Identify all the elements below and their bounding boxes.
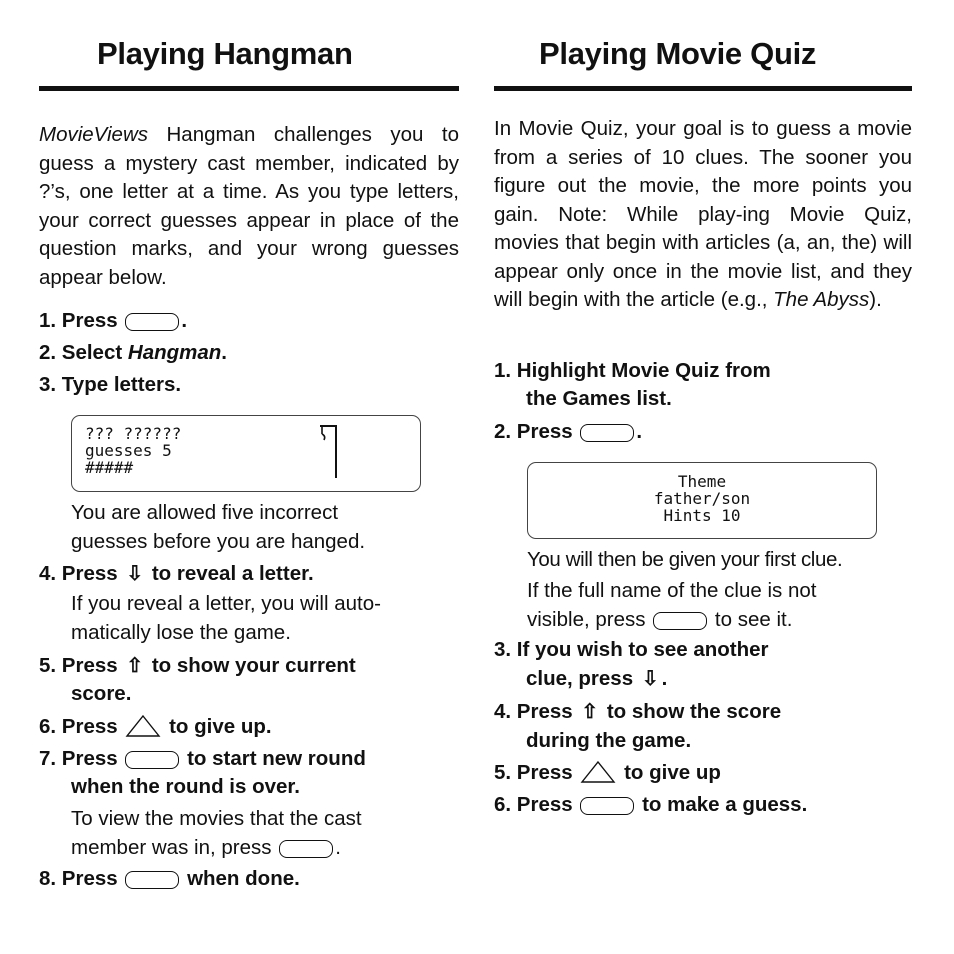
hangman-step-2: 2. Select Hangman.	[39, 341, 227, 364]
enter-key-icon	[580, 797, 634, 815]
hangman-step-3: 3. Type letters.	[39, 373, 182, 396]
hangman-step-6: 6. Press to give up.	[39, 715, 272, 738]
screen-theme-value: father/son	[653, 489, 751, 508]
screen-guesses: guesses 5	[85, 441, 172, 460]
menu-key-icon	[580, 424, 634, 442]
hangman-step-5-cont: score.	[71, 682, 132, 705]
moviequiz-title: Playing Movie Quiz	[539, 36, 817, 71]
movieviews-italic: MovieViews	[39, 123, 148, 146]
hangman-step-4: 4. Press ⇩ to reveal a letter.	[39, 560, 314, 588]
hangman-title: Playing Hangman	[97, 36, 353, 71]
hangman-note-five-2: guesses before you are hanged.	[71, 530, 366, 553]
moviequiz-note-2-1: You will then be given your first clue.	[527, 548, 843, 571]
hangman-intro-text: Hangman challenges you to guess a mystery cast member, indicated by ?’s, one letter at a time. As you type letters, your correct guesses appear in place of the question marks, and your wrong guesses appear below.	[39, 123, 459, 289]
moviequiz-note-2-2: If the full name of the clue is not	[527, 579, 817, 602]
enter-key-icon	[125, 751, 179, 769]
screen-wrong-guesses: #####	[85, 458, 134, 477]
hangman-step-7-cont: when the round is over.	[71, 775, 300, 798]
hangman-step-5: 5. Press ⇧ to show your current	[39, 652, 356, 680]
up-arrow-icon: ⇧	[581, 701, 599, 723]
screen-hints: Hints 10	[663, 506, 741, 525]
moviequiz-step-5: 5. Press to give up	[494, 761, 721, 784]
clear-key-icon	[125, 871, 179, 889]
moviequiz-step-4: 4. Press ⇧ to show the score	[494, 698, 781, 726]
enter-key-icon	[653, 612, 707, 630]
moviequiz-step-1-cont: the Games list.	[526, 387, 672, 410]
hangman-note-4-1: If you reveal a letter, you will auto-	[71, 592, 381, 615]
moviequiz-screen	[527, 462, 877, 539]
moviequiz-step-6: 6. Press to make a guess.	[494, 793, 808, 816]
hangman-note-4-2: matically lose the game.	[71, 621, 291, 644]
hangman-title-rule	[39, 86, 459, 91]
enter-key-icon	[279, 840, 333, 858]
menu-key-icon	[125, 313, 179, 331]
hangman-note-five-1: You are allowed five incorrect	[71, 501, 339, 524]
moviequiz-step-4-cont: during the game.	[526, 729, 692, 752]
moviequiz-step-3-cont: clue, press ⇩ .	[526, 665, 667, 693]
moviequiz-step-1: 1. Highlight Movie Quiz from	[494, 359, 771, 382]
down-arrow-icon: ⇩	[641, 668, 659, 690]
triangle-key-icon	[125, 714, 161, 738]
hangman-note-7-2: member was in, press .	[71, 836, 341, 859]
moviequiz-step-3: 3. If you wish to see another	[494, 638, 769, 661]
screen-theme-label: Theme	[677, 472, 727, 491]
hangman-step-1: 1. Press .	[39, 309, 188, 332]
triangle-key-icon	[580, 760, 616, 784]
the-abyss-italic: The Abyss	[773, 288, 870, 311]
moviequiz-title-rule	[494, 86, 912, 91]
moviequiz-note-2-3: visible, press to see it.	[527, 608, 793, 631]
down-arrow-icon: ⇩	[126, 563, 144, 585]
hangman-step-8: 8. Press when done.	[39, 867, 300, 890]
hangman-intro	[39, 121, 459, 292]
gallows-icon	[316, 424, 346, 480]
screen-mystery-name: ??? ??????	[85, 424, 182, 443]
moviequiz-intro: In Movie Quiz, your goal is to guess a movie from a series of 10 clues. The sooner you figure out the movie, the more points you gain. Note: While play-ing Movie Quiz, movies that begin with articles (a, an, the) will appear only once in the movie list, and they will begin with the article (e.g., The Abyss).	[494, 117, 912, 311]
hangman-note-7-1: To view the movies that the cast	[71, 807, 362, 830]
moviequiz-step-2: 2. Press .	[494, 420, 643, 443]
hangman-screen	[71, 415, 421, 492]
hangman-step-7: 7. Press to start new round	[39, 747, 366, 770]
up-arrow-icon: ⇧	[126, 655, 144, 677]
